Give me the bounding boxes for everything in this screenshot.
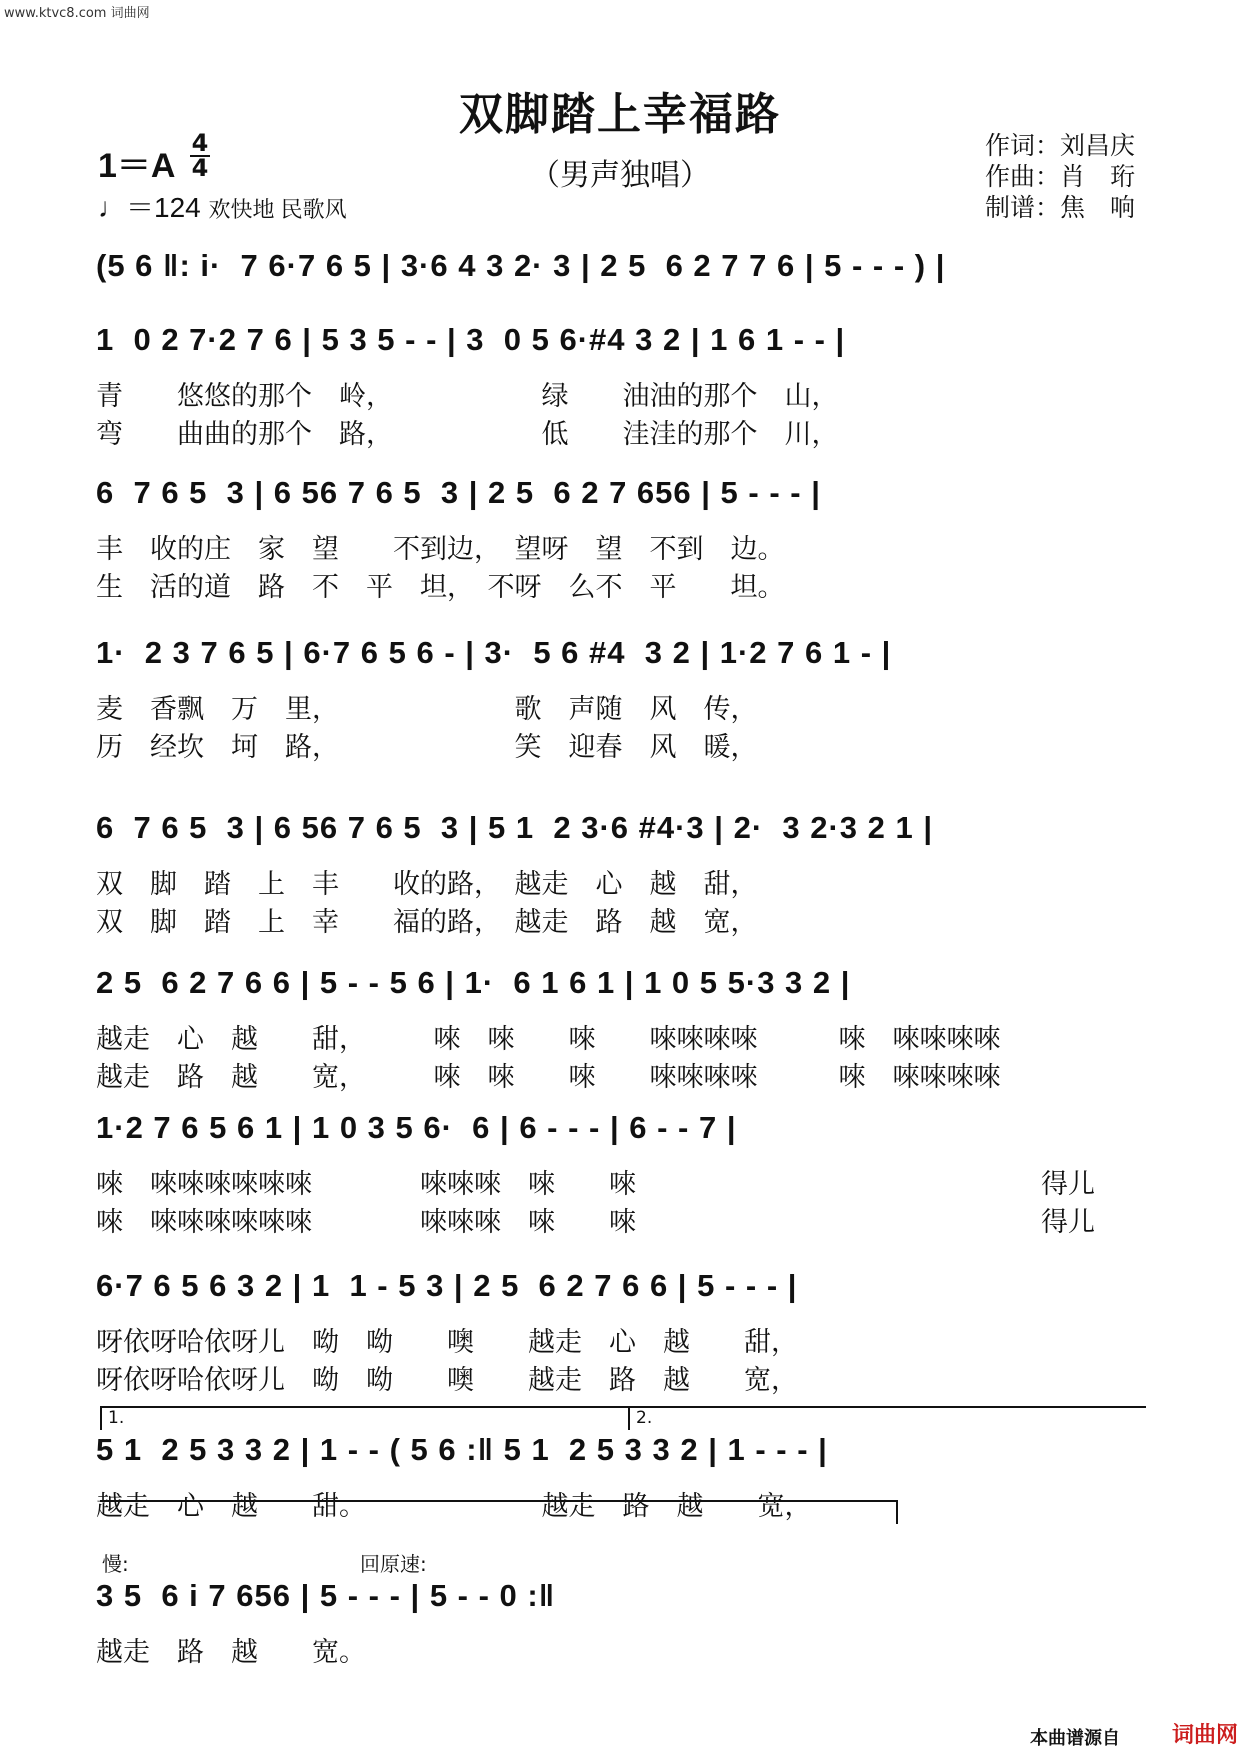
lyric-verse-1: 麦 香飘 万 里， 歌 声随 风 传，	[96, 694, 758, 725]
lyric-verse-1: 越走 心 越 甜。 越走 路 越 宽，	[96, 1491, 812, 1522]
song-title: 双脚踏上幸福路	[459, 89, 781, 140]
coda-bracket	[100, 1500, 898, 1524]
notes-line-10: 3 5 6 i 7 656 | 5 - - - | 5 - - 0 :‖	[96, 1578, 556, 1613]
return-tempo-mark: 回原速:	[360, 1552, 427, 1576]
song-subtitle: （男声独唱）	[530, 158, 710, 193]
notes-line-1: (5 6 ‖: i· 7 6·7 6 5 | 3·6 4 3 2· 3 | 2 5 6 2 7 7 6 | 5 - - - ) |	[96, 248, 946, 283]
key-signature: 1＝A	[98, 147, 176, 185]
notes-line-6: 2 5 6 2 7 6 6 | 5 - - 5 6 | 1· 6 1 6 1 | 1 0 5 5·3 3 2 |	[96, 965, 851, 1000]
footer-logo[interactable]: 词曲网	[1172, 1723, 1239, 1748]
lyric-verse-2: 呀依呀哈依呀儿 呦 呦 噢 越走 路 越 宽，	[96, 1365, 798, 1396]
notes-line-3: 6 7 6 5 3 | 6 56 7 6 5 3 | 2 5 6 2 7 656 | 5 - - - |	[96, 475, 821, 510]
footer-source-text: 本曲谱源自	[1030, 1728, 1120, 1749]
lyric-verse-2: 生 活的道 路 不 平 坦， 不呀 么不 平 坦。	[96, 572, 785, 603]
lyric-verse-2: 唻 唻唻唻唻唻唻 唻唻唻 唻 唻 得儿	[96, 1207, 1095, 1238]
volta-bracket-1	[100, 1406, 628, 1430]
notes-line-4: 1· 2 3 7 6 5 | 6·7 6 5 6 - | 3· 5 6 #4 3 2 | 1·2 7 6 1 - |	[96, 635, 892, 670]
lyric-verse-2: 双 脚 踏 上 幸 福的路， 越走 路 越 宽，	[96, 907, 758, 938]
notation-credit: 制谱：焦 响	[985, 193, 1136, 222]
lyric-verse-1: 青 悠悠的那个 岭， 绿 油油的那个 山，	[96, 381, 839, 412]
tempo-marking	[98, 186, 347, 226]
notes-line-9: 5 1 2 5 3 3 2 | 1 - - ( 5 6 :‖ 5 1 2 5 3 3 2 | 1 - - - |	[96, 1432, 828, 1467]
lyric-verse-1: 越走 心 越 甜， 唻 唻 唻 唻唻唻唻 唻 唻唻唻唻	[96, 1024, 1001, 1055]
lyric-verse-2: 历 经坎 坷 路， 笑 迎春 风 暖，	[96, 732, 758, 763]
lyric-verse-1: 呀依呀哈依呀儿 呦 呦 噢 越走 心 越 甜，	[96, 1327, 798, 1358]
volta-bracket-2	[628, 1406, 1146, 1430]
lyric-verse-1: 越走 路 越 宽。	[96, 1637, 366, 1668]
volta-2-label: 2.	[636, 1408, 653, 1428]
lyric-verse-2: 弯 曲曲的那个 路， 低 洼洼的那个 川，	[96, 419, 839, 450]
time-signature-top: 4	[191, 129, 209, 157]
lyric-verse-2: 越走 路 越 宽， 唻 唻 唻 唻唻唻唻 唻 唻唻唻唻	[96, 1062, 1001, 1093]
notes-line-2: 1 0 2 7·2 7 6 | 5 3 5 - - | 3 0 5 6·#4 3 2 | 1 6 1 - - |	[96, 322, 846, 357]
tempo-value: ♩＝124	[98, 192, 201, 223]
lyric-verse-1: 双 脚 踏 上 丰 收的路， 越走 心 越 甜，	[96, 869, 758, 900]
notes-line-8: 6·7 6 5 6 3 2 | 1 1 - 5 3 | 2 5 6 2 7 6 6 | 5 - - - |	[96, 1268, 798, 1303]
notes-line-7: 1·2 7 6 5 6 1 | 1 0 3 5 6· 6 | 6 - - - | 6 - - 7 |	[96, 1110, 737, 1145]
time-signature	[190, 129, 210, 182]
time-signature-bottom: 4	[191, 154, 209, 182]
tempo-description: 欢快地 民歌风	[208, 197, 347, 222]
lyricist-credit: 作词：刘昌庆	[985, 131, 1136, 160]
lyric-verse-1: 唻 唻唻唻唻唻唻 唻唻唻 唻 唻 得儿	[96, 1169, 1095, 1200]
composer-credit: 作曲：肖 珩	[985, 162, 1136, 191]
site-watermark: www.ktvc8.com 词曲网	[4, 6, 150, 21]
lyric-verse-1: 丰 收的庄 家 望 不到边， 望呀 望 不到 边。	[96, 534, 785, 565]
slow-mark: 慢:	[102, 1552, 129, 1576]
notes-line-5: 6 7 6 5 3 | 6 56 7 6 5 3 | 5 1 2 3·6 #4·3 | 2· 3 2·3 2 1 |	[96, 810, 934, 845]
volta-1-label: 1.	[108, 1408, 125, 1428]
